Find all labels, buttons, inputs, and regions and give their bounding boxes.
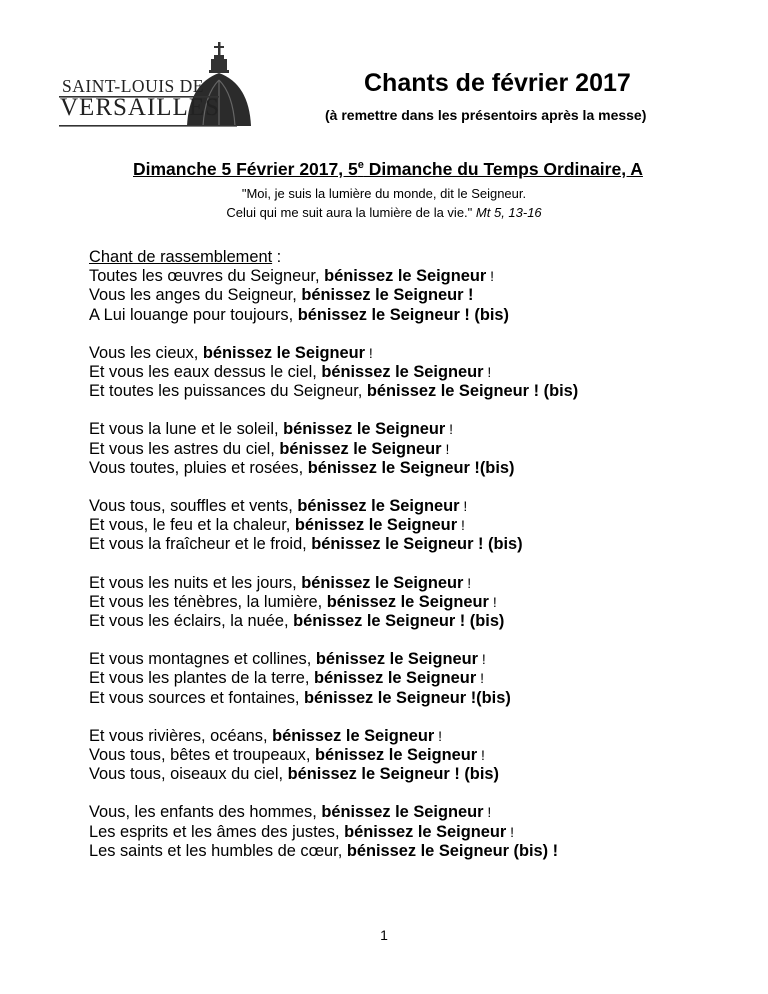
song-line-text: Vous, les enfants des hommes, (89, 803, 322, 822)
song-line-refrain: bénissez le Seigneur (314, 669, 477, 688)
song-line-text: Vous les anges du Seigneur, (89, 286, 302, 305)
page-subtitle: (à remettre dans les présentoirs après la messe) (325, 107, 647, 123)
song-line-text: Et vous la fraîcheur et le froid, (89, 535, 312, 554)
song-stanza (89, 650, 749, 708)
gospel-quote-line-1: "Moi, je suis la lumière du monde, dit le Seigneur. (241, 186, 527, 201)
logo-text-top: SAINT-LOUIS DE (62, 76, 204, 96)
song-line-refrain: bénissez le Seigneur ! (bis) (287, 765, 499, 784)
gospel-reference: Mt 5, 13-16 (475, 205, 542, 220)
song-stanza (89, 344, 749, 402)
song-line-refrain: bénissez le Seigneur ! (bis) (293, 612, 505, 631)
song-stanza (89, 497, 749, 555)
song-line-text: Et vous, le feu et la chaleur, (89, 516, 295, 535)
song-line (89, 535, 749, 554)
song-line (89, 746, 749, 765)
song-line (89, 286, 749, 305)
song-line-refrain: bénissez le Seigneur (321, 363, 484, 382)
song-line (89, 382, 749, 401)
song-line-text: Et toutes les puissances du Seigneur, (89, 382, 367, 401)
song-line-tail: ! (434, 727, 443, 744)
song-heading (89, 248, 749, 267)
song-line-text: Vous toutes, pluies et rosées, (89, 458, 308, 477)
song-title: Chant de rassemblement (89, 248, 273, 266)
song-line (89, 612, 749, 631)
song-line-tail: ! (483, 804, 492, 821)
song-stanza (89, 803, 749, 861)
song-stanza (89, 420, 749, 478)
song-line-refrain: bénissez le Seigneur ! (bis) (311, 535, 523, 554)
song-stanzas (89, 267, 749, 861)
song-line-refrain: bénissez le Seigneur ! (bis) (297, 305, 509, 324)
song-line-refrain: bénissez le Seigneur (bis) ! (346, 841, 559, 860)
song-stanza (89, 574, 749, 632)
song-line-tail: ! (486, 268, 494, 285)
song-line-refrain: bénissez le Seigneur (297, 497, 460, 516)
song-line (89, 669, 749, 688)
song-line-refrain: bénissez le Seigneur (315, 650, 479, 669)
song-line-tail: ! (441, 440, 450, 457)
song-line-tail: ! (365, 344, 373, 361)
song-line (89, 765, 749, 784)
song-line-text: Et vous les éclairs, la nuée, (89, 612, 294, 631)
song-line-tail: ! (483, 364, 492, 381)
song-line-refrain: bénissez le Seigneur (283, 420, 446, 439)
song-line-refrain: bénissez le Seigneur (294, 516, 458, 535)
song-line (89, 689, 749, 708)
song-line-text: Et vous sources et fontaines, (89, 688, 305, 707)
song-line-refrain: bénissez le Seigneur (202, 343, 366, 362)
song-line-text: Et vous les plantes de la terre, (89, 669, 315, 688)
gospel-quote-text: Celui qui me suit aura la lumière de la vie." (226, 205, 476, 220)
song-line-refrain: bénissez le Seigneur !(bis) (307, 458, 515, 477)
song-line-tail: ! (463, 574, 472, 591)
song-line-text: Et vous les eaux dessus le ciel, (89, 363, 322, 382)
song-line-refrain: bénissez le Seigneur (279, 439, 442, 458)
song-line-text: Et vous les astres du ciel, (89, 439, 280, 458)
song-section (89, 248, 749, 861)
song-line-refrain: bénissez le Seigneur !(bis) (304, 688, 511, 707)
song-line-tail: ! (488, 593, 497, 610)
song-stanza (89, 727, 749, 785)
song-title-suffix: : (272, 248, 282, 266)
song-line-refrain: bénissez le Seigneur (314, 746, 478, 765)
song-line-tail: ! (459, 498, 468, 515)
song-line (89, 650, 749, 669)
sunday-heading-pre: Dimanche 5 Février 2017, 5 (133, 159, 358, 179)
song-line-tail: ! (476, 670, 484, 687)
song-line-text: Toutes les œuvres du Seigneur, (89, 267, 325, 286)
song-line (89, 593, 749, 612)
song-line-refrain: bénissez le Seigneur ! (301, 286, 474, 305)
song-line-refrain: bénissez le Seigneur ! (bis) (366, 382, 579, 401)
sunday-heading-sup: e (357, 159, 364, 172)
song-line-refrain: bénissez le Seigneur (272, 726, 435, 745)
song-stanza (89, 267, 749, 325)
song-line-refrain: bénissez le Seigneur (321, 803, 484, 822)
song-line (89, 440, 749, 459)
song-line-text: Les saints et les humbles de cœur, (89, 841, 347, 860)
song-line (89, 823, 749, 842)
song-line (89, 842, 749, 861)
page-number: 1 (380, 927, 388, 943)
song-line-text: Et vous la lune et le soleil, (89, 420, 284, 439)
logo-text-bottom: VERSAILLES (60, 94, 220, 121)
sunday-heading-post: Dimanche du Temps Ordinaire, A (363, 159, 643, 179)
song-line (89, 497, 749, 516)
song-line-text: Les esprits et les âmes des justes, (89, 822, 345, 841)
song-line (89, 344, 749, 363)
song-line-text: Et vous rivières, océans, (89, 726, 273, 745)
song-line-text: Et vous les ténèbres, la lumière, (89, 592, 327, 611)
song-line-tail: ! (506, 823, 515, 840)
song-line (89, 420, 749, 439)
page-title: Chants de février 2017 (364, 69, 631, 97)
song-line-tail: ! (477, 747, 485, 764)
song-line-text: Et vous montagnes et collines, (89, 650, 316, 669)
song-line-tail: ! (457, 517, 465, 534)
song-line-text: Vous les cieux, (89, 343, 203, 362)
song-line (89, 267, 749, 286)
parish-logo (55, 40, 255, 128)
sunday-heading (133, 159, 643, 180)
song-line (89, 727, 749, 746)
song-line (89, 459, 749, 478)
song-line (89, 803, 749, 822)
song-line (89, 574, 749, 593)
song-line-text: Et vous les nuits et les jours, (89, 573, 302, 592)
gospel-quote-line-2 (0, 205, 768, 220)
song-line (89, 363, 749, 382)
song-line (89, 516, 749, 535)
song-line-text: Vous tous, souffles et vents, (89, 497, 298, 516)
song-line-tail: ! (445, 421, 454, 438)
song-line-refrain: bénissez le Seigneur (301, 573, 464, 592)
song-line-refrain: bénissez le Seigneur (344, 822, 507, 841)
song-line-text: Vous tous, bêtes et troupeaux, (89, 746, 315, 765)
song-line-text: Vous tous, oiseaux du ciel, (89, 765, 288, 784)
song-line-refrain: bénissez le Seigneur (324, 267, 487, 286)
song-line-tail: ! (478, 651, 486, 668)
song-line-text: A Lui louange pour toujours, (89, 305, 298, 324)
song-line-refrain: bénissez le Seigneur (326, 592, 489, 611)
song-line (89, 306, 749, 325)
